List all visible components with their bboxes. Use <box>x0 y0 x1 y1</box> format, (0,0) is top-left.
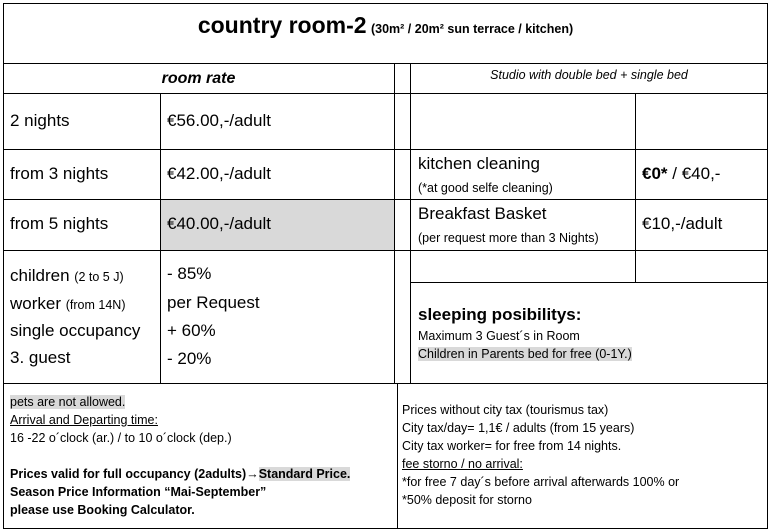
divider-row3 <box>3 250 768 251</box>
season-info: Season Price Information “Mai-September” <box>10 485 267 499</box>
children-label <box>10 266 124 286</box>
third-guest-value: - 20% <box>167 349 212 368</box>
divider-gap-left <box>394 63 395 383</box>
single-occupancy-value: + 60% <box>167 321 216 340</box>
worker-text: worker <box>10 294 62 313</box>
rate-label-5-nights: from 5 nights <box>10 214 109 233</box>
pets-note <box>10 395 125 409</box>
kitchen-cleaning-price <box>642 164 720 184</box>
third-guest-label: 3. guest <box>10 348 71 367</box>
sleeping-children-highlight: Children in Parents bed for free (0-1Y.) <box>418 347 632 361</box>
arrow-icon: → <box>246 467 259 481</box>
room-size: (30m² / 20m² sun terrace / kitchen) <box>370 22 574 36</box>
worker-note: (from 14N) <box>65 298 126 312</box>
divider-gap-right <box>410 63 411 383</box>
kitchen-price-free: €0* <box>642 164 668 183</box>
kitchen-cleaning-note: (*at good selfe cleaning) <box>418 181 553 195</box>
divider-header <box>3 63 768 64</box>
breakfast-basket-title: Breakfast Basket <box>418 204 547 223</box>
page-title <box>0 12 771 39</box>
divider-footer <box>3 383 768 384</box>
children-note: (2 to 5 J) <box>74 270 124 284</box>
storno-free-cancel: *for free 7 day´s before arrival afterwards 100% or <box>402 475 680 489</box>
room-rate-header: room rate <box>161 70 236 87</box>
rate-price-2-nights: €56.00,-/adult <box>167 111 271 130</box>
worker-label <box>10 294 125 314</box>
storno-deposit: *50% deposit for storno <box>402 493 532 507</box>
city-tax-adults: City tax/day= 1,1€ / adults (from 15 years) <box>402 421 635 435</box>
rate-price-3-nights: €42.00,-/adult <box>167 164 271 183</box>
children-value: - 85% <box>167 264 212 283</box>
divider-right-empty <box>410 282 768 283</box>
booking-calculator-note: please use Booking Calculator. <box>10 503 195 517</box>
standard-price-highlight: Standard Price. <box>258 467 351 481</box>
breakfast-basket-price: €10,-/adult <box>642 214 723 233</box>
sleeping-children-free <box>418 347 632 361</box>
prices-valid-line <box>10 467 350 481</box>
rate-label-3-nights: from 3 nights <box>10 164 109 183</box>
room-name: country room-2 <box>197 12 367 38</box>
rate-label-2-nights: 2 nights <box>10 111 70 130</box>
prices-valid-text: Prices valid for full occupancy (2adults) <box>10 467 247 481</box>
divider-row1 <box>3 149 768 150</box>
sleeping-max-guests: Maximum 3 Guest´s in Room <box>418 329 580 343</box>
storno-title: fee storno / no arrival: <box>402 457 523 471</box>
divider-col-extra-price <box>635 93 636 282</box>
children-text: children <box>10 266 70 285</box>
studio-description: Studio with double bed + single bed <box>490 68 688 82</box>
rate-price-5-nights: €40.00,-/adult <box>167 214 271 233</box>
city-tax-note: Prices without city tax (tourismus tax) <box>402 403 609 417</box>
kitchen-price-standard: / €40,- <box>667 164 721 183</box>
kitchen-cleaning-title: kitchen cleaning <box>418 154 540 173</box>
city-tax-worker: City tax worker= for free from 14 nights. <box>402 439 622 453</box>
divider-subheader <box>3 93 768 94</box>
sleeping-title: sleeping posibilitys: <box>418 305 582 324</box>
arrival-title: Arrival and Departing time: <box>10 413 158 427</box>
divider-footer-mid <box>397 383 398 529</box>
single-occupancy-label: single occupancy <box>10 321 141 340</box>
breakfast-basket-note: (per request more than 3 Nights) <box>418 231 599 245</box>
pets-highlight: pets are not allowed. <box>10 395 126 409</box>
arrival-times: 16 -22 o´clock (ar.) / to 10 o´clock (dep.) <box>10 431 232 445</box>
worker-value: per Request <box>167 293 260 312</box>
